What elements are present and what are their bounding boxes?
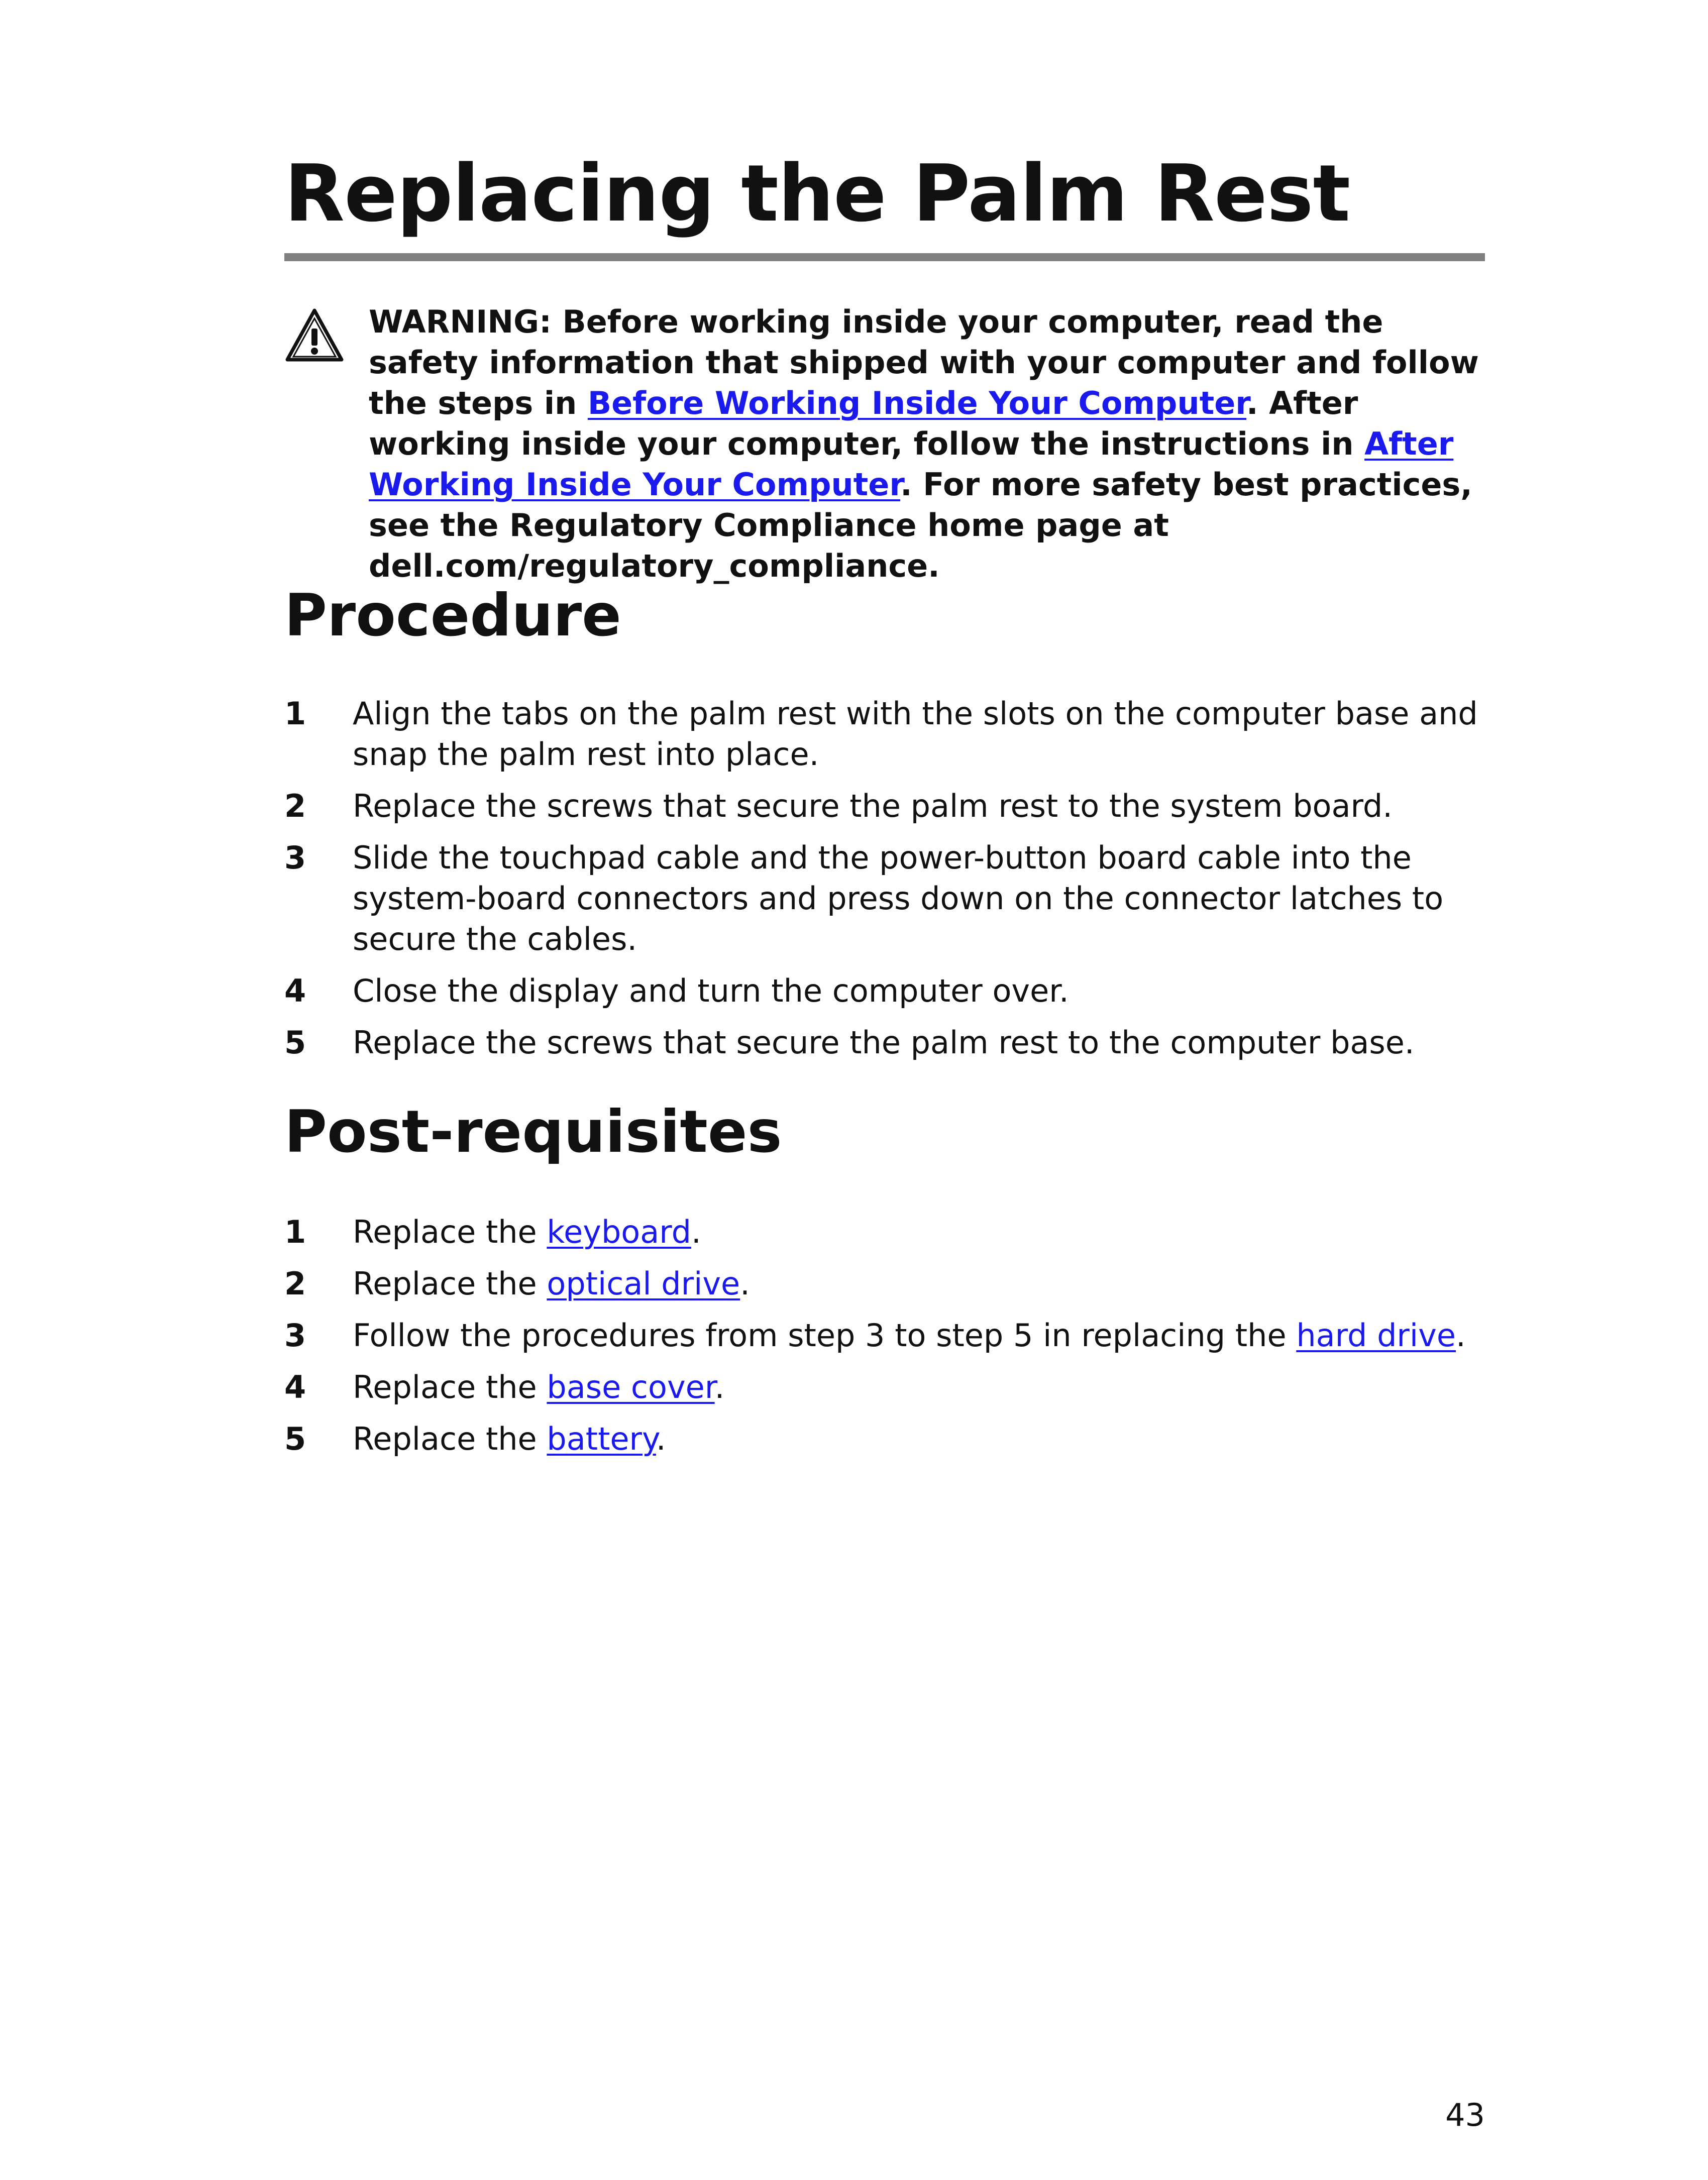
page-number: 43 [1445, 2097, 1485, 2133]
step-number: 4 [284, 972, 306, 1009]
post-requisites-list [284, 1212, 1490, 1470]
step-text [353, 1263, 1490, 1304]
base-cover-link[interactable]: base cover [547, 1369, 715, 1405]
post-requisite-step [284, 1263, 1490, 1304]
keyboard-link[interactable]: keyboard [547, 1214, 691, 1250]
procedure-heading: Procedure [284, 582, 621, 649]
step-number: 5 [284, 1421, 306, 1457]
step-text-before: Replace the [353, 1265, 547, 1302]
optical-drive-link[interactable]: optical drive [547, 1265, 740, 1302]
post-requisite-step [284, 1315, 1490, 1356]
title-underline-rule [284, 253, 1485, 261]
step-text-before: Replace the [353, 1369, 547, 1405]
step-text: Close the display and turn the computer over. [353, 972, 1069, 1009]
procedure-step [284, 693, 1490, 775]
warning-triangle-icon [284, 307, 345, 364]
step-text: Align the tabs on the palm rest with the slots on the computer base and snap the palm rest into place. [353, 695, 1478, 773]
step-text-after: . [1456, 1317, 1466, 1354]
battery-link[interactable]: battery [547, 1421, 656, 1457]
step-text-after: . [691, 1214, 701, 1250]
step-text-after: . [740, 1265, 750, 1302]
step-text-before: Follow the procedures from step 3 to step 5 in replacing the [353, 1317, 1297, 1354]
page-title: Replacing the Palm Rest [284, 148, 1350, 239]
step-number: 1 [284, 695, 306, 732]
hard-drive-link[interactable]: hard drive [1296, 1317, 1456, 1354]
warning-text [369, 301, 1489, 586]
post-requisite-step [284, 1367, 1490, 1407]
step-text-after: . [714, 1369, 725, 1405]
step-number: 5 [284, 1024, 306, 1061]
procedure-step [284, 970, 1490, 1011]
step-number: 4 [284, 1369, 306, 1405]
step-number: 1 [284, 1214, 306, 1250]
warning-text-part3: . For more safety best practices, see the Regulatory Compliance home page at dell.com/regulatory_compliance. [369, 466, 1472, 584]
step-text-before: Replace the [353, 1421, 547, 1457]
post-requisite-step [284, 1419, 1490, 1459]
step-text-before: Replace the [353, 1214, 547, 1250]
warning-text-part1: WARNING: Before working inside your computer, read the safety information that shipped with your computer and follow the steps in [369, 303, 1479, 421]
step-number: 3 [284, 1317, 306, 1354]
post-requisite-step [284, 1212, 1490, 1252]
step-text: Slide the touchpad cable and the power-button board cable into the system-board connectors and press down on the connector latches to secure the cables. [353, 839, 1444, 957]
before-working-inside-link[interactable]: Before Working Inside Your Computer [587, 385, 1247, 421]
step-number: 3 [284, 839, 306, 876]
post-requisites-heading: Post-requisites [284, 1098, 782, 1166]
step-text-after: . [656, 1421, 666, 1457]
step-text [353, 1212, 1490, 1252]
warning-text-part2: . After working inside your computer, follow the instructions in [369, 385, 1365, 462]
after-working-inside-link[interactable]: After Working Inside Your Computer [369, 425, 1454, 503]
procedure-step [284, 1022, 1490, 1063]
step-text [353, 1367, 1490, 1407]
step-number: 2 [284, 1265, 306, 1302]
procedure-step [284, 786, 1490, 826]
step-text [353, 1419, 1490, 1459]
step-text: Replace the screws that secure the palm rest to the system board. [353, 788, 1393, 824]
procedure-steps-list [284, 693, 1490, 1074]
procedure-step [284, 837, 1490, 959]
step-text [353, 1315, 1490, 1356]
step-number: 2 [284, 788, 306, 824]
step-text: Replace the screws that secure the palm rest to the computer base. [353, 1024, 1415, 1061]
